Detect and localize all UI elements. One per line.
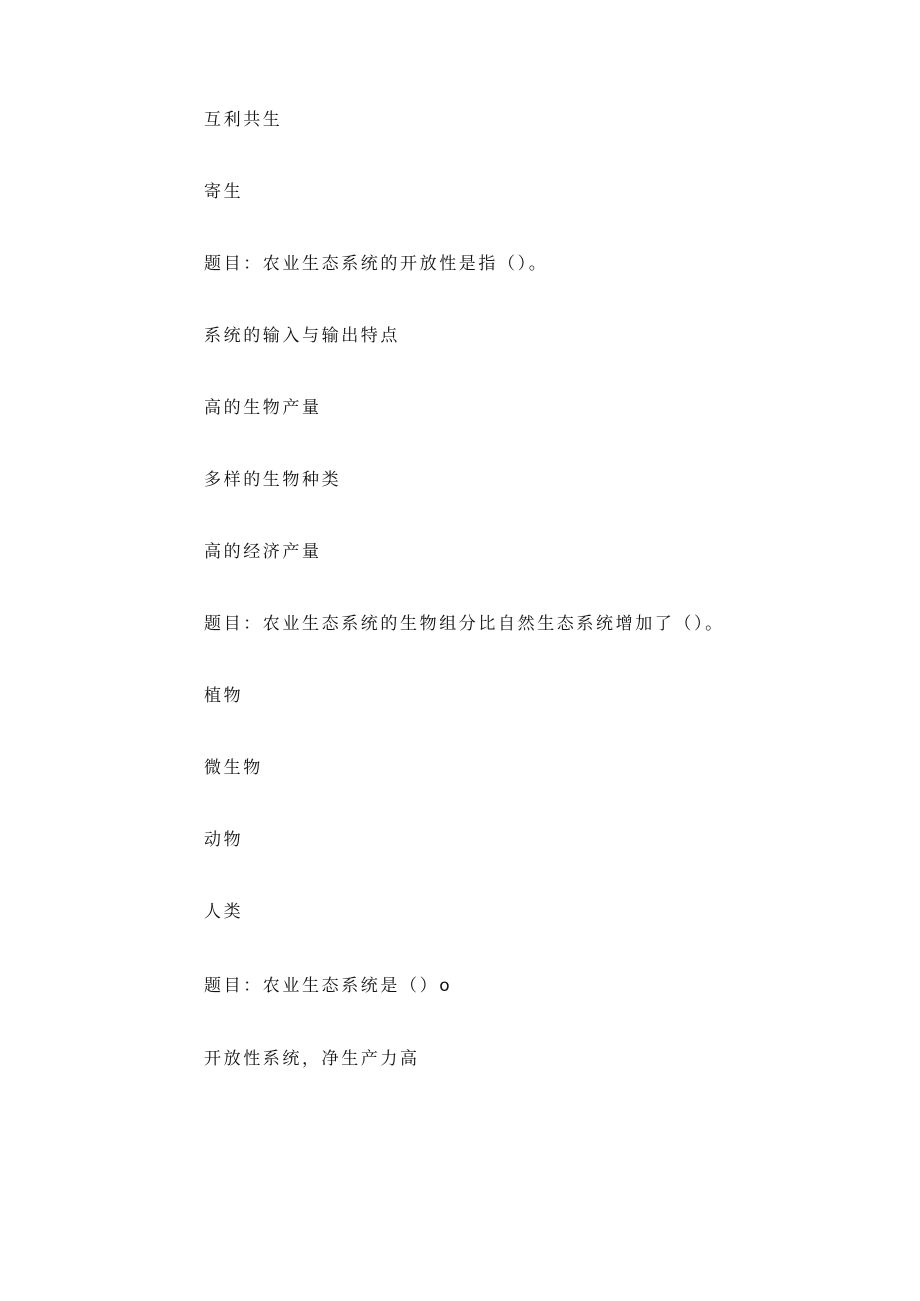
option-text: 高的经济产量	[204, 542, 322, 562]
option-text: 高的生物产量	[204, 398, 322, 418]
option-text: 互利共生	[204, 110, 283, 130]
option-text: 动物	[204, 830, 244, 850]
option-text: 微生物	[204, 758, 263, 778]
option-text: 人类	[204, 902, 244, 922]
question-text: 题目：农业生态系统的开放性是指（）。	[204, 254, 549, 274]
question-text: 题目：农业生态系统是（）o	[204, 976, 453, 996]
option-text: 多样的生物种类	[204, 470, 342, 490]
option-text: 系统的输入与输出特点	[204, 326, 400, 346]
option-text: 植物	[204, 686, 244, 706]
option-text: 开放性系统，净生产力高	[204, 1049, 420, 1069]
question-text: 题目：农业生态系统的生物组分比自然生态系统增加了（）。	[204, 614, 725, 634]
option-text: 寄生	[204, 182, 244, 202]
